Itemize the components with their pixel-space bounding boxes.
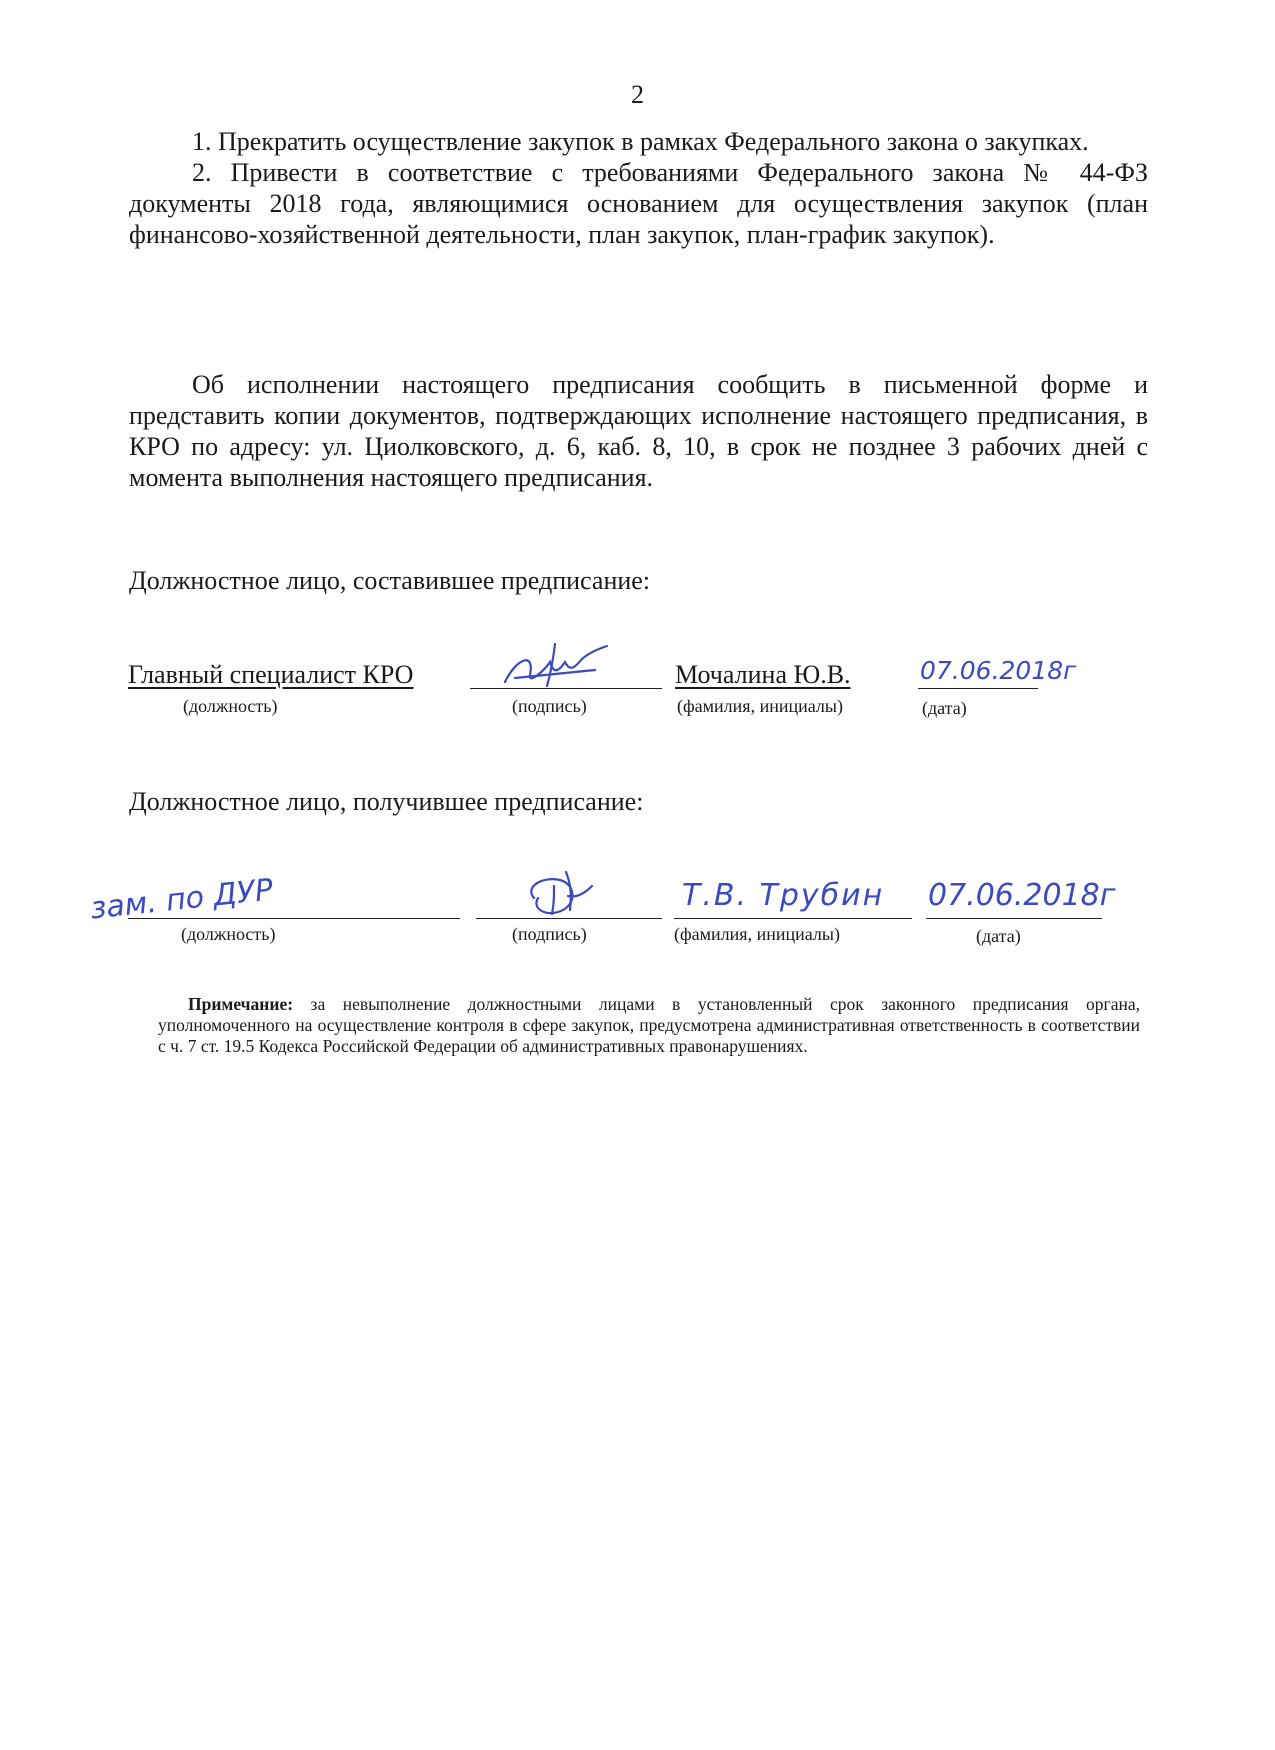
note-body <box>158 994 1140 1057</box>
report-text: Об исполнении настоящего предписания сообщить в письменной форме и представить копии документов, подтверждающих исполнение настоящего предписания, в КРО по адресу: ул. Циолковского, д. 6, каб. 8, 10, в срок не позднее 3 рабочих дней с момента выполнения настоящего предписания. <box>129 370 1148 492</box>
issuer-date: 07.06.2018г <box>920 656 1077 685</box>
note-text: за невыполнение должностными лицами в установленный срок законного предписания органа, уполномоченного на осуществление контроля в сфере закупок, предусмотрена административная ответственность в соответствии с ч. 7 ст. 19.5 Кодекса Российской Федерации об административных правонарушениях. <box>158 994 1140 1056</box>
issuer-date-caption: (дата) <box>922 698 967 718</box>
receiver-signature-icon <box>514 868 604 928</box>
receiver-heading: Должностное лицо, получившее предписание: <box>129 787 644 816</box>
report-paragraph <box>129 369 1148 493</box>
receiver-signature-field <box>476 872 662 942</box>
issuer-signature-icon <box>495 640 615 700</box>
receiver-position: зам. по ДУР <box>88 872 275 927</box>
issuer-signature-field <box>470 650 662 720</box>
receiver-date-caption: (дата) <box>976 926 1021 946</box>
receiver-date: 07.06.2018г <box>928 878 1116 913</box>
note-label: Примечание: <box>188 994 294 1014</box>
issuer-date-field <box>918 650 1077 720</box>
receiver-signature-caption: (подпись) <box>512 924 587 944</box>
receiver-name-caption: (фамилия, инициалы) <box>674 924 840 944</box>
issuer-signature-caption: (подпись) <box>512 696 587 716</box>
issuer-position: Главный специалист КРО <box>128 660 414 689</box>
receiver-name: Т.В. Трубин <box>682 878 885 913</box>
order-item-1: 1. Прекратить осуществление закупок в рамках Федерального закона о закупках. <box>192 127 1089 156</box>
receiver-position-field <box>88 872 460 944</box>
issuer-surname: Мочалина Ю.В. <box>675 660 851 689</box>
receiver-name-field <box>674 872 912 942</box>
page-number: 2 <box>631 80 644 109</box>
issuer-name-caption: (фамилия, инициалы) <box>677 696 843 716</box>
receiver-position-caption: (должность) <box>181 924 276 944</box>
receiver-date-field <box>926 872 1116 946</box>
orders-list <box>129 126 1148 250</box>
issuer-name-field <box>675 650 875 720</box>
receiver-signature-row <box>0 872 1275 992</box>
issuer-signature-row <box>0 650 1275 770</box>
issuer-position-caption: (должность) <box>183 696 278 716</box>
issuer-heading: Должностное лицо, составившее предписание: <box>129 566 651 595</box>
note-paragraph <box>158 994 1140 1057</box>
issuer-position-field <box>128 650 458 720</box>
order-item-2: 2. Привести в соответствие с требованиями Федерального закона № 44-ФЗ документы 2018 года, являющимися основанием для осуществления закупок (план финансово-хозяйственной деятельности, план закупок, план-график закупок). <box>129 158 1148 249</box>
